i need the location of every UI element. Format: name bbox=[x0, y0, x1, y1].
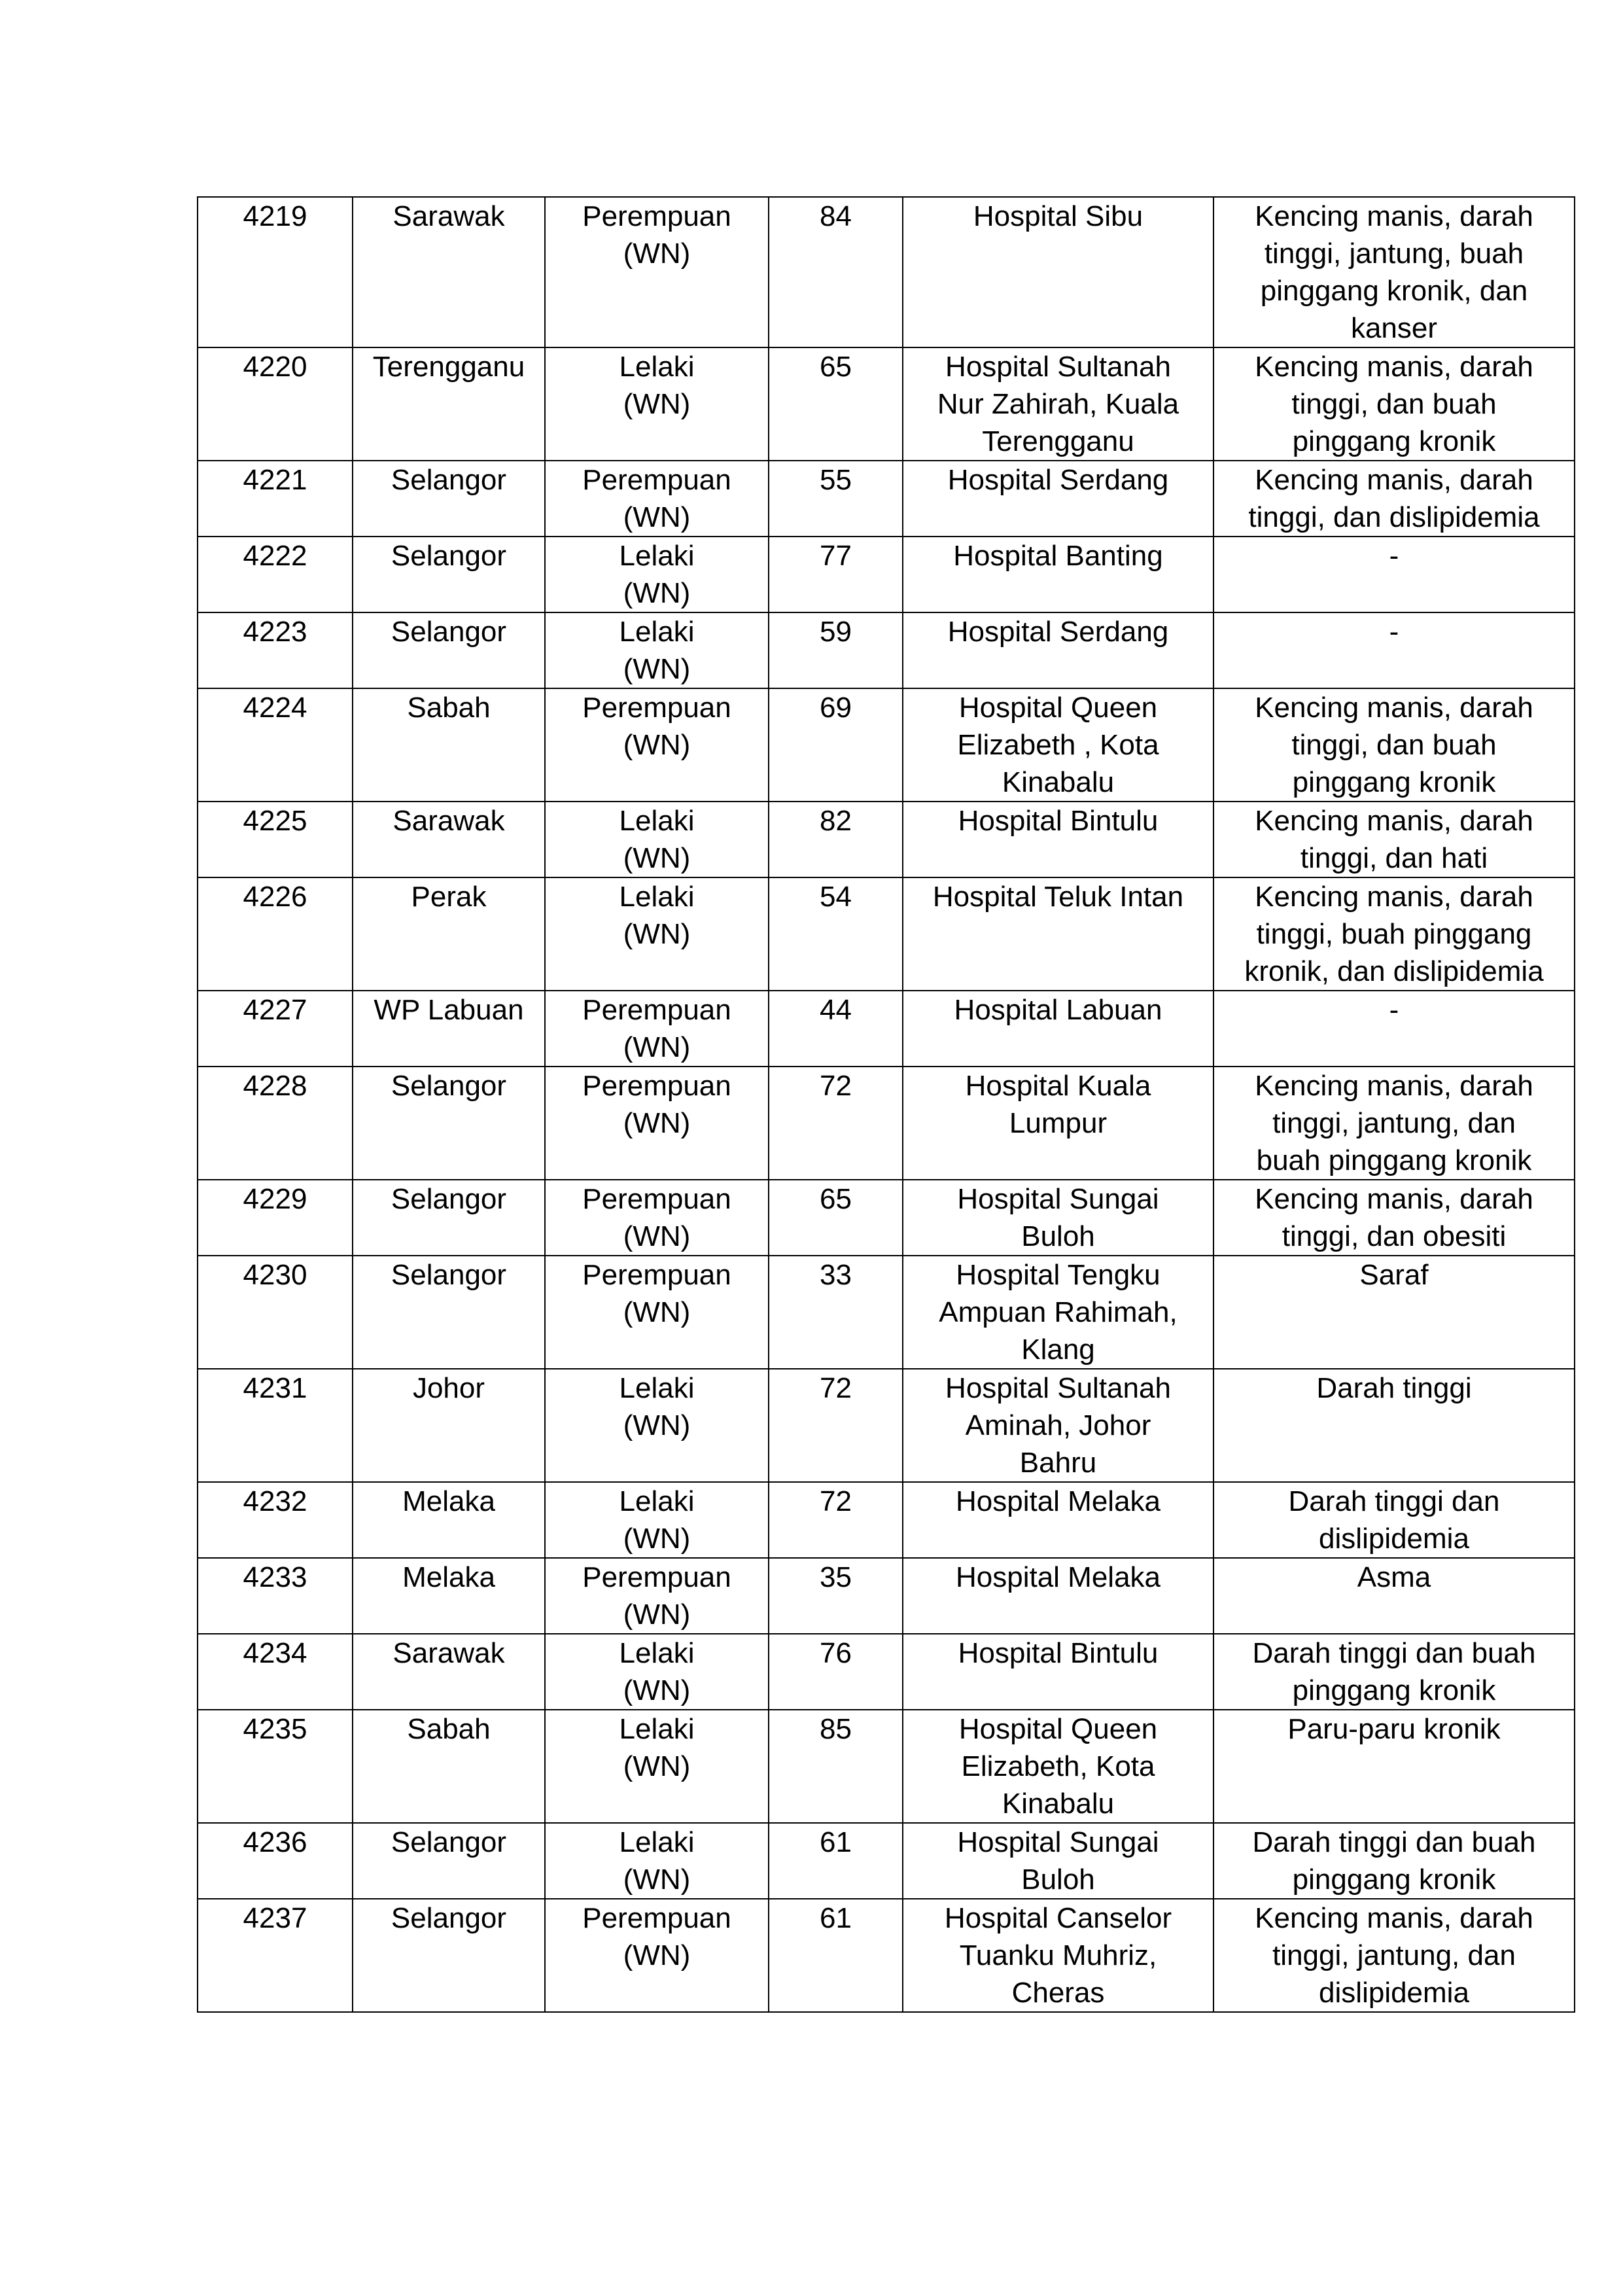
table-row bbox=[198, 1067, 1575, 1180]
state-cell: Selangor bbox=[353, 537, 545, 612]
comorbidity-cell: Saraf bbox=[1213, 1256, 1575, 1369]
table-row bbox=[198, 1710, 1575, 1823]
table-row bbox=[198, 1823, 1575, 1899]
table-row bbox=[198, 197, 1575, 347]
age-cell: 82 bbox=[769, 802, 903, 877]
comorbidity-cell: Kencing manis, darah tinggi, dan buah pinggang kronik bbox=[1213, 688, 1575, 802]
case-number-cell: 4229 bbox=[198, 1180, 353, 1256]
comorbidity-cell: Kencing manis, darah tinggi, dan obesiti bbox=[1213, 1180, 1575, 1256]
age-cell: 54 bbox=[769, 877, 903, 991]
comorbidity-cell: Kencing manis, darah tinggi, jantung, dan buah pinggang kronik bbox=[1213, 1067, 1575, 1180]
hospital-cell: Hospital Bintulu bbox=[903, 1634, 1213, 1710]
table-row bbox=[198, 461, 1575, 537]
case-number-cell: 4234 bbox=[198, 1634, 353, 1710]
age-cell: 84 bbox=[769, 197, 903, 347]
comorbidity-cell: Darah tinggi dan buah pinggang kronik bbox=[1213, 1823, 1575, 1899]
state-cell: Sabah bbox=[353, 1710, 545, 1823]
age-cell: 72 bbox=[769, 1482, 903, 1558]
case-number-cell: 4230 bbox=[198, 1256, 353, 1369]
gender-cell: Lelaki (WN) bbox=[545, 877, 769, 991]
gender-cell: Lelaki (WN) bbox=[545, 1710, 769, 1823]
hospital-cell: Hospital Banting bbox=[903, 537, 1213, 612]
table-row bbox=[198, 1482, 1575, 1558]
comorbidity-cell: Kencing manis, darah tinggi, jantung, dan dislipidemia bbox=[1213, 1899, 1575, 2012]
age-cell: 85 bbox=[769, 1710, 903, 1823]
comorbidity-cell: Darah tinggi dan dislipidemia bbox=[1213, 1482, 1575, 1558]
hospital-cell: Hospital Melaka bbox=[903, 1558, 1213, 1634]
table-row bbox=[198, 802, 1575, 877]
gender-cell: Perempuan (WN) bbox=[545, 1256, 769, 1369]
comorbidity-cell: Kencing manis, darah tinggi, dan buah pinggang kronik bbox=[1213, 347, 1575, 461]
case-number-cell: 4221 bbox=[198, 461, 353, 537]
case-number-cell: 4225 bbox=[198, 802, 353, 877]
state-cell: Melaka bbox=[353, 1558, 545, 1634]
hospital-cell: Hospital Teluk Intan bbox=[903, 877, 1213, 991]
comorbidity-cell: Darah tinggi dan buah pinggang kronik bbox=[1213, 1634, 1575, 1710]
hospital-cell: Hospital Bintulu bbox=[903, 802, 1213, 877]
gender-cell: Perempuan (WN) bbox=[545, 1067, 769, 1180]
case-number-cell: 4224 bbox=[198, 688, 353, 802]
table-row bbox=[198, 612, 1575, 688]
gender-cell: Perempuan (WN) bbox=[545, 1180, 769, 1256]
age-cell: 76 bbox=[769, 1634, 903, 1710]
gender-cell: Lelaki (WN) bbox=[545, 347, 769, 461]
comorbidity-cell: Kencing manis, darah tinggi, buah pinggang kronik, dan dislipidemia bbox=[1213, 877, 1575, 991]
hospital-cell: Hospital Kuala Lumpur bbox=[903, 1067, 1213, 1180]
table-row bbox=[198, 991, 1575, 1067]
state-cell: Perak bbox=[353, 877, 545, 991]
hospital-cell: Hospital Sungai Buloh bbox=[903, 1823, 1213, 1899]
state-cell: WP Labuan bbox=[353, 991, 545, 1067]
comorbidity-cell: Kencing manis, darah tinggi, jantung, buah pinggang kronik, dan kanser bbox=[1213, 197, 1575, 347]
case-number-cell: 4222 bbox=[198, 537, 353, 612]
case-number-cell: 4223 bbox=[198, 612, 353, 688]
hospital-cell: Hospital Tengku Ampuan Rahimah, Klang bbox=[903, 1256, 1213, 1369]
table-row bbox=[198, 1899, 1575, 2012]
gender-cell: Perempuan (WN) bbox=[545, 1899, 769, 2012]
case-number-cell: 4235 bbox=[198, 1710, 353, 1823]
case-number-cell: 4237 bbox=[198, 1899, 353, 2012]
comorbidity-cell: - bbox=[1213, 991, 1575, 1067]
comorbidity-cell: - bbox=[1213, 537, 1575, 612]
state-cell: Sarawak bbox=[353, 197, 545, 347]
gender-cell: Lelaki (WN) bbox=[545, 612, 769, 688]
hospital-cell: Hospital Serdang bbox=[903, 461, 1213, 537]
comorbidity-cell: Asma bbox=[1213, 1558, 1575, 1634]
state-cell: Selangor bbox=[353, 1067, 545, 1180]
gender-cell: Lelaki (WN) bbox=[545, 1823, 769, 1899]
state-cell: Sarawak bbox=[353, 1634, 545, 1710]
age-cell: 55 bbox=[769, 461, 903, 537]
death-cases-table bbox=[197, 196, 1575, 2013]
age-cell: 61 bbox=[769, 1823, 903, 1899]
case-number-cell: 4233 bbox=[198, 1558, 353, 1634]
gender-cell: Perempuan (WN) bbox=[545, 688, 769, 802]
comorbidity-cell: Paru-paru kronik bbox=[1213, 1710, 1575, 1823]
case-number-cell: 4231 bbox=[198, 1369, 353, 1482]
comorbidity-cell: Kencing manis, darah tinggi, dan dislipidemia bbox=[1213, 461, 1575, 537]
state-cell: Selangor bbox=[353, 612, 545, 688]
age-cell: 65 bbox=[769, 1180, 903, 1256]
case-number-cell: 4227 bbox=[198, 991, 353, 1067]
gender-cell: Lelaki (WN) bbox=[545, 1369, 769, 1482]
hospital-cell: Hospital Sultanah Nur Zahirah, Kuala Terengganu bbox=[903, 347, 1213, 461]
state-cell: Johor bbox=[353, 1369, 545, 1482]
age-cell: 69 bbox=[769, 688, 903, 802]
state-cell: Terengganu bbox=[353, 347, 545, 461]
gender-cell: Perempuan (WN) bbox=[545, 461, 769, 537]
table-row bbox=[198, 688, 1575, 802]
hospital-cell: Hospital Queen Elizabeth , Kota Kinabalu bbox=[903, 688, 1213, 802]
hospital-cell: Hospital Labuan bbox=[903, 991, 1213, 1067]
gender-cell: Lelaki (WN) bbox=[545, 1482, 769, 1558]
state-cell: Selangor bbox=[353, 1180, 545, 1256]
gender-cell: Lelaki (WN) bbox=[545, 802, 769, 877]
state-cell: Selangor bbox=[353, 1256, 545, 1369]
hospital-cell: Hospital Melaka bbox=[903, 1482, 1213, 1558]
case-number-cell: 4228 bbox=[198, 1067, 353, 1180]
table-row bbox=[198, 537, 1575, 612]
comorbidity-cell: Darah tinggi bbox=[1213, 1369, 1575, 1482]
gender-cell: Lelaki (WN) bbox=[545, 537, 769, 612]
hospital-cell: Hospital Canselor Tuanku Muhriz, Cheras bbox=[903, 1899, 1213, 2012]
case-number-cell: 4220 bbox=[198, 347, 353, 461]
comorbidity-cell: - bbox=[1213, 612, 1575, 688]
table-row bbox=[198, 1558, 1575, 1634]
gender-cell: Perempuan (WN) bbox=[545, 1558, 769, 1634]
age-cell: 72 bbox=[769, 1067, 903, 1180]
age-cell: 72 bbox=[769, 1369, 903, 1482]
hospital-cell: Hospital Queen Elizabeth, Kota Kinabalu bbox=[903, 1710, 1213, 1823]
case-number-cell: 4226 bbox=[198, 877, 353, 991]
gender-cell: Lelaki (WN) bbox=[545, 1634, 769, 1710]
age-cell: 35 bbox=[769, 1558, 903, 1634]
age-cell: 65 bbox=[769, 347, 903, 461]
state-cell: Melaka bbox=[353, 1482, 545, 1558]
table-row bbox=[198, 877, 1575, 991]
case-number-cell: 4232 bbox=[198, 1482, 353, 1558]
state-cell: Sabah bbox=[353, 688, 545, 802]
state-cell: Sarawak bbox=[353, 802, 545, 877]
state-cell: Selangor bbox=[353, 461, 545, 537]
hospital-cell: Hospital Sibu bbox=[903, 197, 1213, 347]
hospital-cell: Hospital Sultanah Aminah, Johor Bahru bbox=[903, 1369, 1213, 1482]
hospital-cell: Hospital Serdang bbox=[903, 612, 1213, 688]
table-row bbox=[198, 1634, 1575, 1710]
age-cell: 77 bbox=[769, 537, 903, 612]
state-cell: Selangor bbox=[353, 1823, 545, 1899]
gender-cell: Perempuan (WN) bbox=[545, 991, 769, 1067]
case-number-cell: 4236 bbox=[198, 1823, 353, 1899]
hospital-cell: Hospital Sungai Buloh bbox=[903, 1180, 1213, 1256]
table-row bbox=[198, 1180, 1575, 1256]
table-body bbox=[198, 197, 1575, 2012]
age-cell: 61 bbox=[769, 1899, 903, 2012]
gender-cell: Perempuan (WN) bbox=[545, 197, 769, 347]
age-cell: 33 bbox=[769, 1256, 903, 1369]
age-cell: 59 bbox=[769, 612, 903, 688]
table-row bbox=[198, 1256, 1575, 1369]
table-row bbox=[198, 347, 1575, 461]
age-cell: 44 bbox=[769, 991, 903, 1067]
case-number-cell: 4219 bbox=[198, 197, 353, 347]
table-row bbox=[198, 1369, 1575, 1482]
state-cell: Selangor bbox=[353, 1899, 545, 2012]
comorbidity-cell: Kencing manis, darah tinggi, dan hati bbox=[1213, 802, 1575, 877]
